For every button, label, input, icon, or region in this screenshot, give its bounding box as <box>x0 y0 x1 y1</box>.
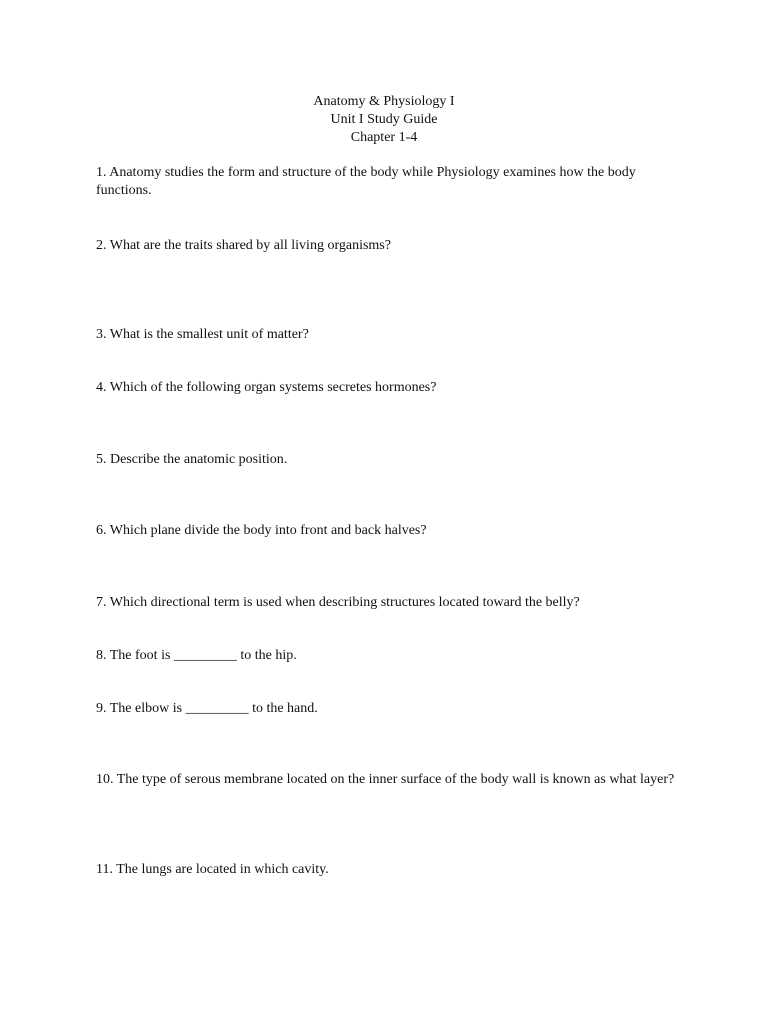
question-10: 10. The type of serous membrane located on the inner surface of the body wall is known as what layer? <box>96 772 675 787</box>
chapter-range: Chapter 1-4 <box>350 130 418 145</box>
course-title: Anatomy & Physiology I <box>313 94 455 109</box>
document-header <box>0 93 768 147</box>
question-5: 5. Describe the anatomic position. <box>96 452 288 467</box>
question-3: 3. What is the smallest unit of matter? <box>96 327 309 342</box>
question-4: 4. Which of the following organ systems secretes hormones? <box>96 380 437 395</box>
question-8: 8. The foot is _________ to the hip. <box>96 648 297 663</box>
question-1: 1. Anatomy studies the form and structure of the body while Physiology examines how the body functions. <box>96 165 636 198</box>
guide-title: Unit I Study Guide <box>330 112 438 127</box>
question-9: 9. The elbow is _________ to the hand. <box>96 701 318 716</box>
question-2: 2. What are the traits shared by all living organisms? <box>96 238 391 253</box>
question-11: 11. The lungs are located in which cavity. <box>96 862 329 877</box>
question-7: 7. Which directional term is used when describing structures located toward the belly? <box>96 595 580 610</box>
question-6: 6. Which plane divide the body into front and back halves? <box>96 523 427 538</box>
